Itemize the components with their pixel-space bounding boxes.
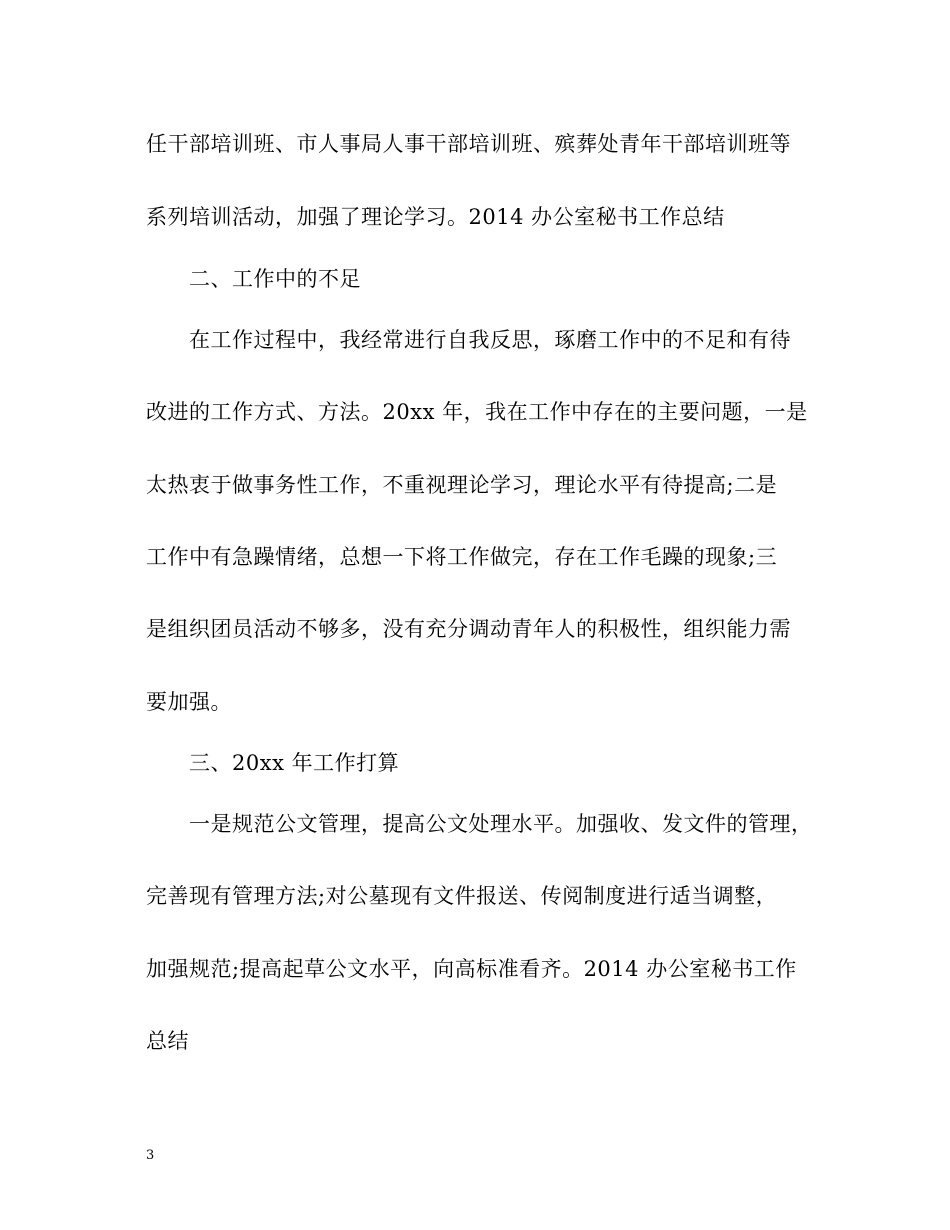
text-line: 任干部培训班、市人事局人事干部培训班、殡葬处青年干部培训班等 xyxy=(146,132,791,156)
text-line: 太热衷于做事务性工作，不重视理论学习，理论水平有待提高;二是 xyxy=(146,473,778,497)
text-line: 工作中有急躁情绪，总想一下将工作做完，存在工作毛躁的现象;三 xyxy=(146,545,778,569)
text-line: 系列培训活动，加强了理论学习。2014 办公室秘书工作总结 xyxy=(146,205,725,229)
section-heading: 三、20xx 年工作打算 xyxy=(189,751,400,775)
text-line: 加强规范;提高起草公文水平，向高标准看齐。2014 办公室秘书工作 xyxy=(146,957,797,981)
text-line: 改进的工作方式、方法。20xx 年，我在工作中存在的主要问题，一是 xyxy=(146,400,808,424)
text-line: 完善现有管理方法;对公墓现有文件报送、传阅制度进行适当调整， xyxy=(146,884,778,908)
text-line: 是组织团员活动不够多，没有充分调动青年人的积极性，组织能力需 xyxy=(146,617,791,641)
section-heading: 二、工作中的不足 xyxy=(189,267,361,291)
text-line: 在工作过程中，我经常进行自我反思，琢磨工作中的不足和有待 xyxy=(189,328,791,352)
text-line: 总结 xyxy=(146,1029,189,1053)
text-line: 一是规范公文管理，提高公文处理水平。加强收、发文件的管理， xyxy=(189,812,813,836)
page-number: 3 xyxy=(146,1148,155,1163)
text-line: 要加强。 xyxy=(146,690,232,714)
